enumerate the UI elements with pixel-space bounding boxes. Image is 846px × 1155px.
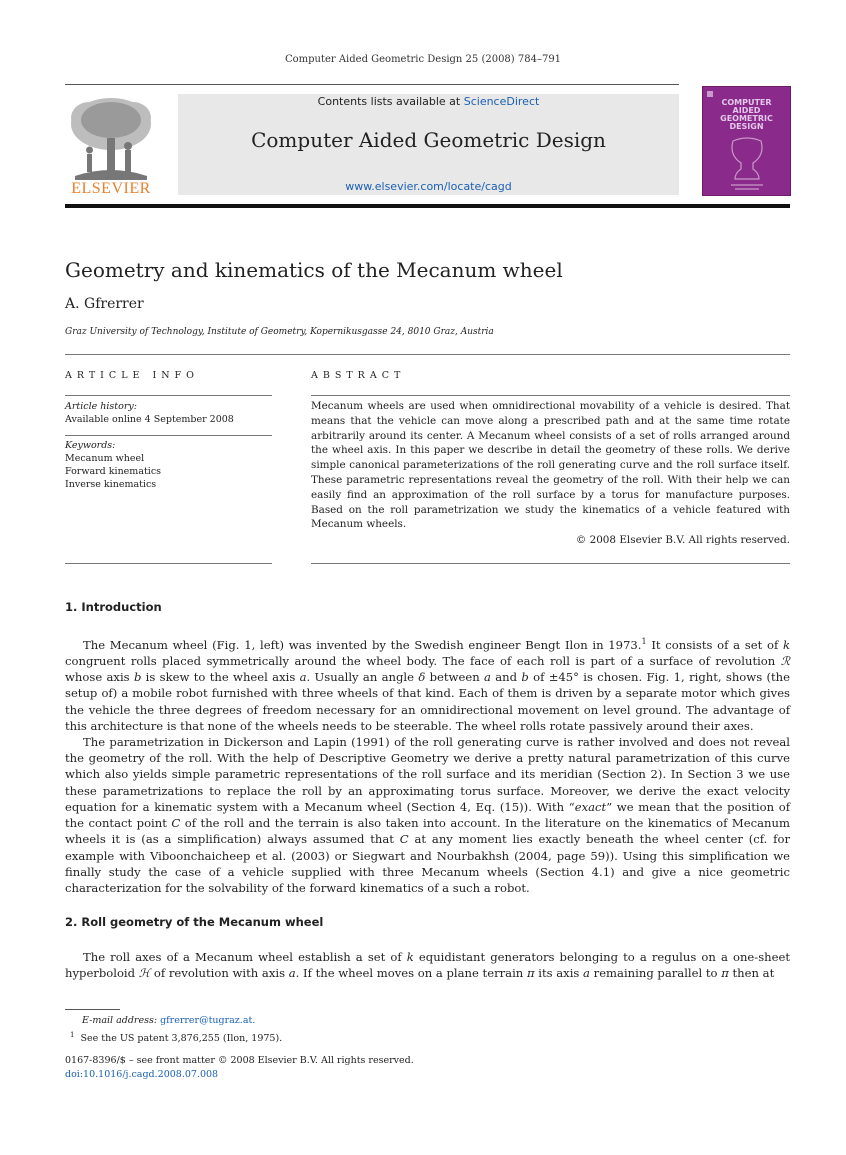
article-info-rule xyxy=(65,395,272,396)
email-footnote xyxy=(82,1014,255,1028)
cover-title-line: AIDED xyxy=(732,106,761,115)
title-rule xyxy=(65,354,790,355)
footnote-rule xyxy=(65,1009,120,1010)
issn-line: 0167-8396/$ – see front matter © 2008 Elsevier B.V. All rights reserved. xyxy=(65,1055,414,1066)
article-info-heading: ARTICLE INFO xyxy=(65,370,199,381)
keyword-item: Inverse kinematics xyxy=(65,479,157,490)
keyword-item: Forward kinematics xyxy=(65,466,162,477)
abstract-heading: ABSTRACT xyxy=(311,370,406,381)
cover-title-line: DESIGN xyxy=(729,122,764,131)
contents-line xyxy=(178,95,679,108)
author-affiliation: Graz University of Technology, Institute of Geometry, Kopernikusgasse 24, 8010 Graz, Austria xyxy=(65,327,494,337)
history-label: Article history: xyxy=(65,401,137,412)
footnote-1 xyxy=(70,1028,282,1046)
journal-url[interactable]: www.elsevier.com/locate/cagd xyxy=(345,180,512,193)
cover-mark-icon xyxy=(707,91,713,97)
section-1-paragraph-2: The parametrization in Dickerson and Lapin (1991) of the roll generating curve is rather involved and does not reveal the geometry of the roll. With the help of Descriptive Geometry we derive a pretty natural parametrization of this curve which also yields simple parametric representations of the roll surface and its meridian (Section 2). In Section 3 we use these parametrizations to replace the roll by an approximating torus surface. Moreover, we derive the exact velocity equation for a kinematic system with a Mecanum wheel (Section 4, Eq. (15)). With “exact” we mean that the position of the contact point C of the roll and the terrain is also taken into account. In the literature on the kinematics of Mecanum wheels it is (as a simplification) always assumed that C at any moment lies exactly beneath the wheel center (cf. for example with Viboonchaicheep et al. (2003) or Siegwart and Nourbakhsh (2004, page 59)). Using this simplification we finally study the case of a vehicle supplied with three Mecanum wheels (Section 4.1) and give a nice geometric characterization for the solvability of the forward kinematics of a such a robot. xyxy=(65,735,790,895)
cover-title xyxy=(703,99,790,131)
cover-title-line: GEOMETRIC xyxy=(720,114,773,123)
section-1-paragraph-1: The Mecanum wheel (Fig. 1, left) was invented by the Swedish engineer Bengt Ilon in 1973.$^1$ It consists of a set of k congruent rolls placed symmetrically around the wheel body. The face of each roll is part of a surface of revolution ℛ whose axis b is skew to the wheel axis a. Usually an angle δ between a and b of ±45° is chosen. Fig. 1, right, shows (the setup of) a mobile robot furnished with three wheels of that kind. Each of them is driven by a separate motor which gives the vehicle the three degrees of freedom necessary for an omnidirectional movement on level ground. The advantage of this architecture is that none of the wheels needs to be steerable. The wheel rolls rotate passively around their axes. xyxy=(65,637,790,733)
journal-cover xyxy=(702,86,791,196)
article-author: A. Gfrerrer xyxy=(65,296,144,312)
masthead-thick-rule xyxy=(65,204,790,208)
elsevier-tree-icon xyxy=(65,94,157,182)
abstract-rule xyxy=(311,395,790,396)
section-1-body xyxy=(65,634,790,896)
cover-title-line: COMPUTER xyxy=(721,98,772,107)
cover-vase-icon xyxy=(727,135,767,191)
keywords-rule xyxy=(65,435,272,436)
section-2-paragraph-1: The roll axes of a Mecanum wheel establish a set of k equidistant generators belonging to a regulus on a one-sheet hyperboloid ℋ of revolution with axis a. If the wheel moves on a plane terrain π its axis a remaining parallel to π then at xyxy=(65,950,790,981)
footnote-1-mark: 1 xyxy=(70,1031,75,1039)
elsevier-logo xyxy=(65,94,157,198)
abstract-text: Mecanum wheels are used when omnidirectional movability of a vehicle is desired. That means that the vehicle can move along a prescribed path and at the same time rotate arbitrarily around its center. A Mecanum wheel consists of a set of rolls arranged around the wheel axis. In this paper we describe in detail the geometry of these rolls. We derive simple canonical parameterizations of the roll generating curve and the roll surface itself. These parametric representations reveal the geometry of the roll. With their help we can easily find an approximation of the roll surface by a torus for manufacture purposes. Based on the roll parametrization we study the kinematics of a vehicle featured with Mecanum wheels. xyxy=(311,400,790,531)
keywords-block xyxy=(65,439,272,491)
article-title: Geometry and kinematics of the Mecanum wheel xyxy=(65,258,563,282)
sciencedirect-link[interactable]: ScienceDirect xyxy=(463,95,540,108)
keywords-label: Keywords: xyxy=(65,440,116,451)
contents-prefix: Contents lists available at xyxy=(317,95,464,108)
footnote-ref[interactable]: 1 xyxy=(641,637,647,646)
section-1-heading: 1. Introduction xyxy=(65,600,162,614)
abstract-copyright: © 2008 Elsevier B.V. All rights reserved. xyxy=(575,534,790,546)
article-info-bottom-rule xyxy=(65,563,272,564)
abstract-bottom-rule xyxy=(311,563,790,564)
footnote-1-text: See the US patent 3,876,255 (Ilon, 1975). xyxy=(80,1033,283,1045)
elsevier-wordmark: ELSEVIER xyxy=(71,180,151,197)
email-label: E-mail address: xyxy=(82,1015,161,1026)
running-header: Computer Aided Geometric Design 25 (2008) 784–791 xyxy=(284,54,562,65)
section-2-heading: 2. Roll geometry of the Mecanum wheel xyxy=(65,915,324,929)
header-rule xyxy=(65,84,679,85)
email-link[interactable]: gfrerrer@tugraz.at. xyxy=(160,1015,256,1026)
history-value: Available online 4 September 2008 xyxy=(65,414,234,425)
article-history xyxy=(65,400,272,426)
section-2-body xyxy=(65,949,790,981)
keyword-item: Mecanum wheel xyxy=(65,453,145,464)
doi-link[interactable]: doi:10.1016/j.cagd.2008.07.008 xyxy=(65,1069,219,1080)
journal-title: Computer Aided Geometric Design xyxy=(251,128,606,152)
